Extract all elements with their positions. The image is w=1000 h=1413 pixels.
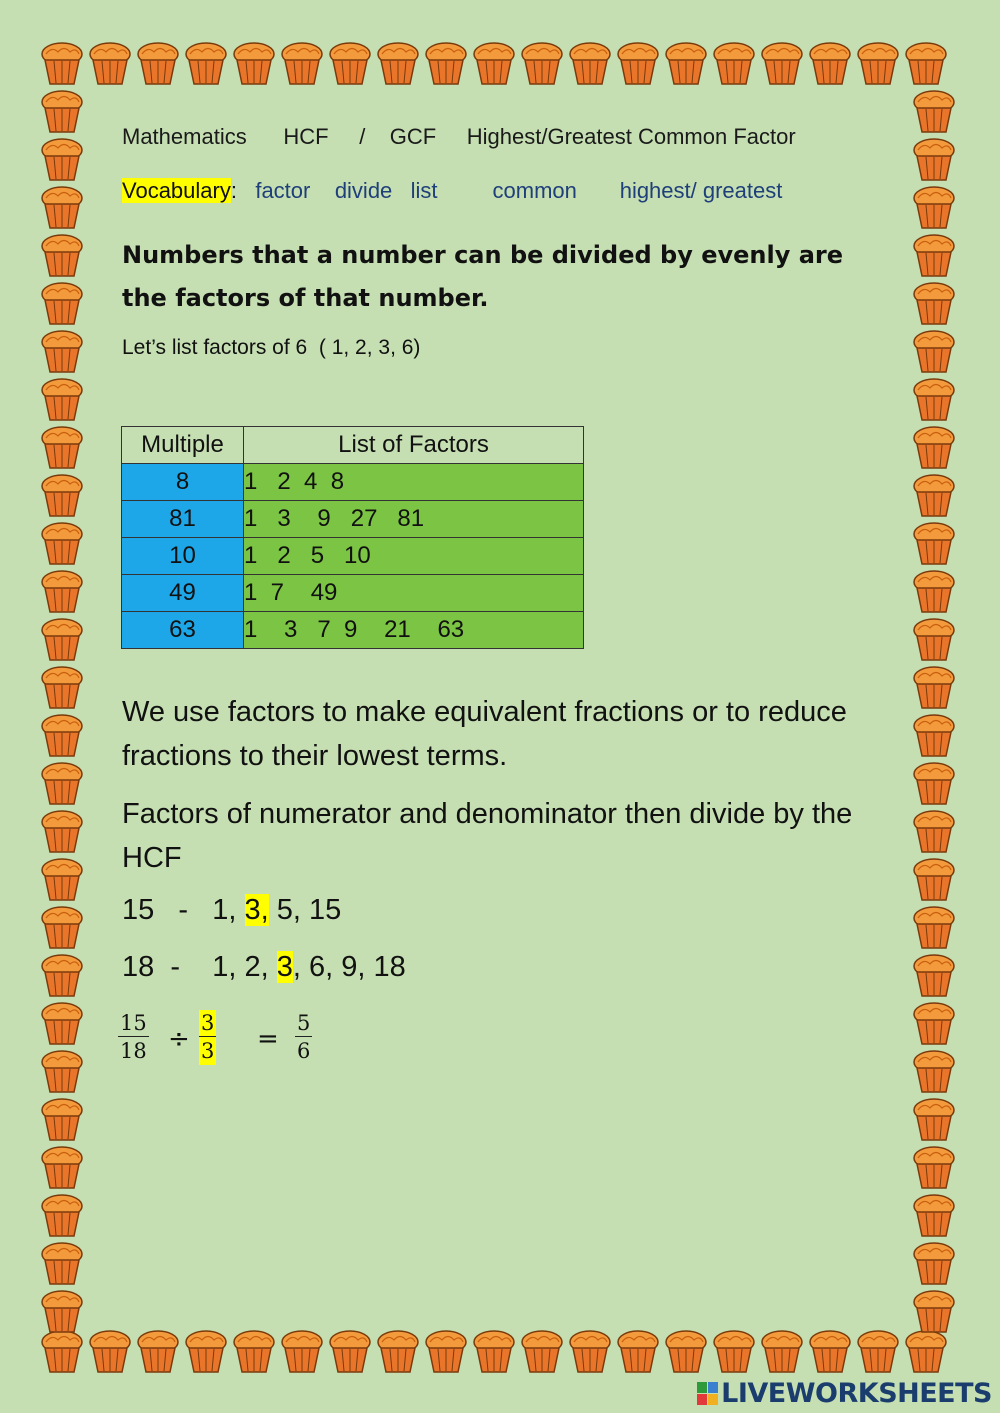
muffin-icon [378, 1331, 418, 1372]
muffin-icon [714, 43, 754, 84]
muffin-icon [914, 523, 954, 564]
muffin-icon [90, 1331, 130, 1372]
muffin-icon [914, 379, 954, 420]
table-header-row [122, 427, 584, 464]
fraction-numerator: 15 [120, 1011, 147, 1035]
muffin-icon [914, 715, 954, 756]
vocabulary-label: Vocabulary [122, 178, 231, 203]
factors-18-prefix: 18 - 1, 2, [122, 951, 277, 983]
muffin-icon [138, 1331, 178, 1372]
factors-18-hcf-highlight: 3 [276, 951, 293, 983]
vocabulary-line [122, 178, 782, 204]
muffin-icon [914, 667, 954, 708]
muffin-icon [42, 139, 82, 180]
muffin-icon [42, 1051, 82, 1092]
hcf-label: HCF [283, 124, 329, 149]
muffin-icon [42, 283, 82, 324]
muffin-icon [426, 43, 466, 84]
muffin-icon [666, 43, 706, 84]
fraction-hcf-3-over-3 [199, 1010, 216, 1065]
muffin-icon [42, 1291, 82, 1332]
muffin-icon [42, 1147, 82, 1188]
factors-15-suffix: 5, 15 [268, 894, 342, 926]
fraction-denominator: 6 [297, 1039, 311, 1063]
muffin-icon [138, 43, 178, 84]
muffin-icon [42, 523, 82, 564]
muffin-icon [42, 1003, 82, 1044]
factors-18-suffix: , 6, 9, 18 [292, 951, 406, 983]
multiple-cell: 63 [122, 612, 244, 649]
factor-list-cell: 1 7 49 [244, 575, 584, 612]
table-row [122, 575, 584, 612]
muffin-icon [810, 1331, 850, 1372]
table-row [122, 464, 584, 501]
muffin-icon [570, 43, 610, 84]
muffin-icon [570, 1331, 610, 1372]
muffin-icon [914, 571, 954, 612]
multiple-cell: 10 [122, 538, 244, 575]
fraction-15-over-18 [118, 1010, 149, 1065]
muffin-icon [42, 619, 82, 660]
factors-table [121, 426, 584, 649]
gcf-label: GCF [389, 124, 437, 149]
muffin-icon [42, 379, 82, 420]
header-multiple: Multiple [122, 427, 244, 464]
factors-15-hcf-highlight: 3, [244, 894, 269, 926]
muffin-icon [858, 43, 898, 84]
vocab-word-divide: divide [334, 178, 393, 203]
muffin-icon [42, 43, 82, 84]
muffin-icon [42, 427, 82, 468]
muffin-icon [90, 43, 130, 84]
fraction-5-over-6 [295, 1010, 312, 1065]
muffin-icon [618, 43, 658, 84]
factor-definition: Numbers that a number can be divided by evenly are the factors of that number. [122, 241, 844, 312]
muffin-icon [914, 1147, 954, 1188]
muffin-icon [42, 859, 82, 900]
header-list-of-factors: List of Factors [244, 427, 584, 464]
muffin-icon [914, 139, 954, 180]
muffin-icon [186, 1331, 226, 1372]
muffin-icon [666, 1331, 706, 1372]
muffin-icon [914, 1243, 954, 1284]
subject-title: Mathematics [122, 124, 247, 149]
muffin-icon [914, 1099, 954, 1140]
muffin-icon [914, 763, 954, 804]
multiple-cell: 8 [122, 464, 244, 501]
muffin-icon [186, 43, 226, 84]
table-row [122, 501, 584, 538]
muffin-icon [234, 1331, 274, 1372]
muffin-icon [914, 955, 954, 996]
muffin-icon [714, 1331, 754, 1372]
muffin-icon [906, 43, 946, 84]
table-row [122, 538, 584, 575]
vocab-word-common: common [492, 178, 577, 203]
factor-list-cell: 1 2 5 10 [244, 538, 584, 575]
fraction-numerator: 3 [201, 1011, 215, 1035]
muffin-icon [914, 1195, 954, 1236]
factor-list-cell: 1 2 4 8 [244, 464, 584, 501]
muffin-icon [282, 1331, 322, 1372]
muffin-icon [42, 667, 82, 708]
factor-list-cell: 1 3 7 9 21 63 [244, 612, 584, 649]
muffin-icon [378, 43, 418, 84]
muffin-icon [914, 1003, 954, 1044]
fraction-numerator: 5 [297, 1011, 311, 1035]
muffin-icon [914, 1291, 954, 1332]
muffin-icon [42, 571, 82, 612]
muffin-icon [234, 43, 274, 84]
muffin-icon [522, 1331, 562, 1372]
muffin-icon [914, 907, 954, 948]
muffin-icon [42, 955, 82, 996]
muffin-icon [330, 43, 370, 84]
muffin-icon [914, 187, 954, 228]
liveworksheets-logo-icon [697, 1382, 719, 1406]
muffin-icon [282, 43, 322, 84]
muffin-icon [858, 1331, 898, 1372]
muffin-icon [474, 43, 514, 84]
paragraph-method: Factors of numerator and denominator then divide by the HCF [122, 798, 853, 874]
multiple-cell: 81 [122, 501, 244, 538]
factors-15-prefix: 15 - 1, [122, 894, 245, 926]
watermark-text: LIVEWORKSHEETS [721, 1378, 992, 1409]
vocabulary-colon: : [230, 178, 237, 203]
muffin-icon [914, 331, 954, 372]
muffin-icon [914, 427, 954, 468]
muffin-icon [762, 43, 802, 84]
factor-list-cell: 1 3 9 27 81 [244, 501, 584, 538]
muffin-icon [914, 859, 954, 900]
muffin-icon [42, 1099, 82, 1140]
table-row [122, 612, 584, 649]
vocab-word-list: list [410, 178, 438, 203]
muffin-icon [42, 763, 82, 804]
equals-sign: = [257, 1024, 279, 1054]
muffin-icon [618, 1331, 658, 1372]
muffin-icon [426, 1331, 466, 1372]
muffin-icon [914, 91, 954, 132]
divide-sign: ÷ [168, 1024, 190, 1054]
muffin-icon [914, 475, 954, 516]
muffin-icon [42, 235, 82, 276]
muffin-icon [906, 1331, 946, 1372]
example-factors-of-6: Let’s list factors of 6 ( 1, 2, 3, 6) [122, 336, 421, 359]
paragraph-use-of-factors: We use factors to make equivalent fractions or to reduce fractions to their lowest terms. [122, 696, 847, 772]
muffin-icon [42, 1331, 82, 1372]
muffin-icon [914, 811, 954, 852]
vocab-word-highest-greatest: highest/ greatest [619, 178, 783, 203]
factors-of-18-row [122, 951, 406, 984]
fraction-denominator: 18 [120, 1039, 147, 1063]
topic-full-name: Highest/Greatest Common Factor [466, 124, 796, 149]
worksheet-header [122, 124, 796, 150]
muffin-icon [914, 235, 954, 276]
fraction-denominator: 3 [201, 1039, 215, 1063]
muffin-icon [810, 43, 850, 84]
muffin-icon [42, 1195, 82, 1236]
muffin-icon [42, 91, 82, 132]
muffin-icon [522, 43, 562, 84]
muffin-icon [42, 715, 82, 756]
liveworksheets-watermark [697, 1378, 992, 1409]
slash-separator: / [359, 124, 366, 149]
muffin-icon [762, 1331, 802, 1372]
muffin-icon [914, 619, 954, 660]
muffin-icon [330, 1331, 370, 1372]
muffin-icon [42, 907, 82, 948]
muffin-icon [474, 1331, 514, 1372]
multiple-cell: 49 [122, 575, 244, 612]
muffin-icon [914, 283, 954, 324]
muffin-icon [42, 475, 82, 516]
muffin-icon [42, 1243, 82, 1284]
muffin-icon [914, 1051, 954, 1092]
muffin-icon [42, 187, 82, 228]
factors-of-15-row [122, 894, 341, 927]
muffin-icon [42, 331, 82, 372]
vocab-word-factor: factor [255, 178, 311, 203]
muffin-icon [42, 811, 82, 852]
